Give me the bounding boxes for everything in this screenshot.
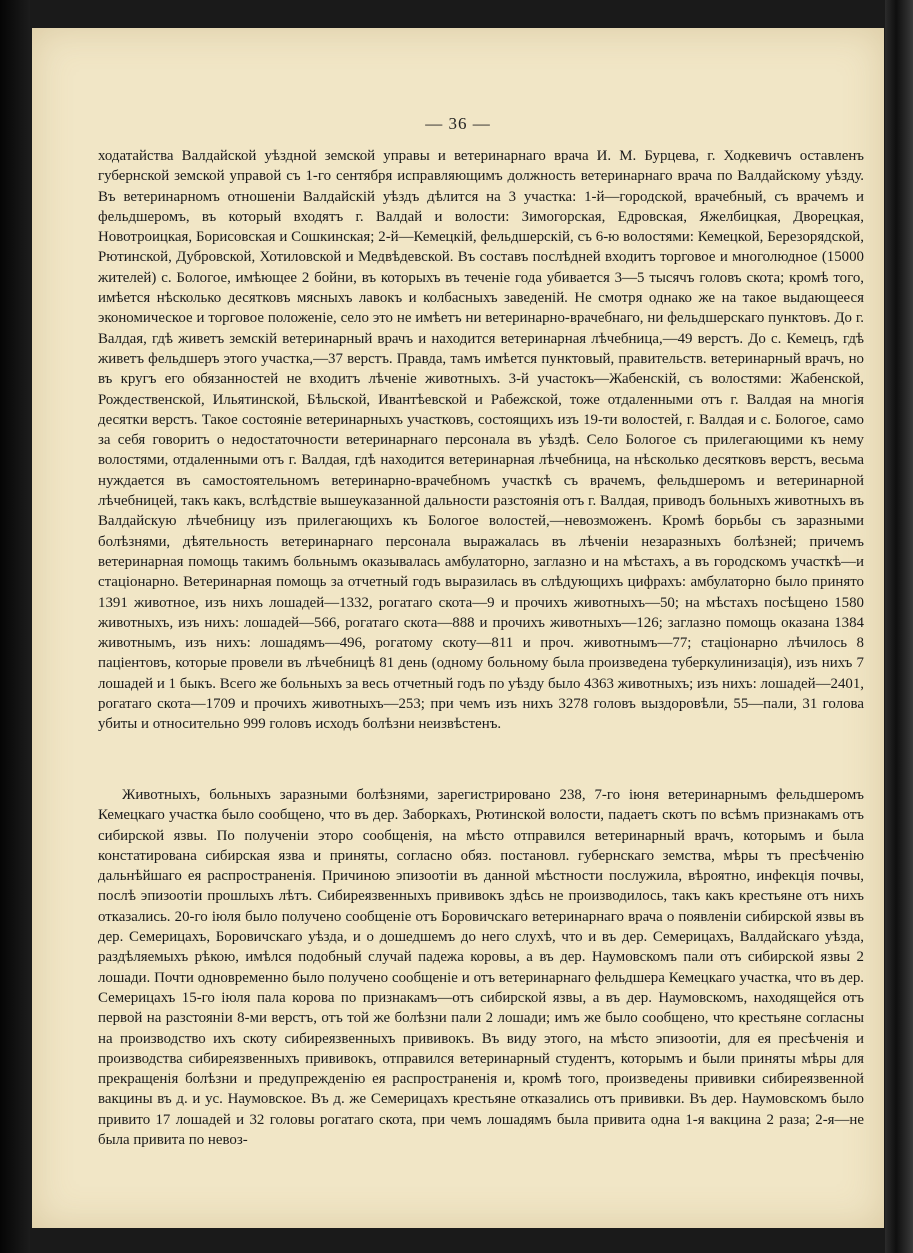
page-number: — 36 — <box>425 114 491 133</box>
body-text-block-2 <box>98 785 864 1150</box>
document-page <box>32 28 884 1228</box>
paragraph-2: Животныхъ, больныхъ заразными болѣзнями, зарегистрировано 238, 7-го іюня ветеринарнымъ фельдшеромъ Кемецкаго участка было сообщено, что въ дер. Заборкахъ, Рютинской волости, падаетъ скотъ по всѣмъ признакамъ отъ сибирской язвы. По полученіи эторо сообщенія, на мѣсто отправился ветеринарный врачъ, которымъ и была констатирована сибирская язва и приняты, согласно обяз. постановл. губернскаго земства, мѣры тъ пресѣченію дальнѣйшаго ея распространенія. Причиною эпизоотіи въ данной мѣстности послужила, вѣроятно, инфекція почвы, послѣ эпизоотіи прошлыхъ лѣтъ. Сибиреязвенныхъ прививокъ здѣсь не производилось, такъ какъ крестьяне отъ нихъ отказались. 20-го іюля было получено сообщеніе отъ Боровичскаго ветеринарнаго врача о появленіи сибирской язвы въ дер. Семерицахъ, Боровичскаго уѣзда, и о дошедшемъ до него слухѣ, что и въ дер. Семерицахъ, Валдайскаго уѣзда, раздѣляемыхъ рѣкою, имѣлся подобный случай падежа коровы, а въ дер. Наумовскомъ пали отъ сибирской язвы 2 лошади. Почти одновременно было получено сообщеніе и отъ ветеринарнаго фельдшера Кемецкаго участка, что въ дер. Семерицахъ 15-го іюля пала корова по признакамъ—отъ сибирской язвы, а въ дер. Наумовскомъ, находящейся отъ первой на разстояніи 8-ми верстъ, отъ той же болѣзни пали 2 лошади; имъ же было сообщено, что крестьяне согласны на производство ихъ скоту сибиреязвенныхъ прививокъ. Въ виду этого, на мѣсто эпизоотіи, для ея пресѣченія и производства сибиреязвенныхъ прививокъ, отправился ветеринарный студентъ, которымъ и были приняты мѣры для прекращенія болѣзни и предупрежденію ея распространенія и, кромѣ того, произведены прививки сибиреязвенной вакцины въ д. и ус. Наумовское. Въ д. же Семерицахъ крестьяне отказались отъ прививки. Въ дер. Наумовскомъ было привито 17 лошадей и 32 головы рогатаго скота, при чемъ лошадямъ была привита одна 1-я вакцина 2 раза; 2-я—не была привита по невоз- <box>98 787 864 1149</box>
paragraph-1: ходатайства Валдайской уѣздной земской управы и ветеринарнаго врача И. М. Бурцева, г. Ходкевичъ оставленъ губернской земской управой съ 1-го сентября исправляющимъ должность ветеринарнаго врача по Валдайскому уѣзду. Въ ветеринарномъ отношеніи Валдайскій уѣздъ дѣлится на 3 участка: 1-й—городской, врачебный, съ врачемъ и фельдшеромъ, въ который входятъ г. Валдай и волости: Зимогорская, Едровская, Яжелбицкая, Дворецкая, Новотроицкая, Борисовская и Сошкинская; 2-й—Кемецкій, фельдшерскій, съ 6-ю волостями: Кемецкой, Березорядской, Рютинской, Дубровской, Хотиловской и Медвѣдевской. Въ составъ послѣдней входитъ торговое и многолюдное (15000 жителей) с. Бологое, имѣющее 2 бойни, въ которыхъ въ теченіе года убивается 3—5 тысячъ головъ скота; кромѣ того, имѣется нѣсколько десятковъ мясныхъ лавокъ и колбасныхъ заведеній. Не смотря однако же на такое выдающееся экономическое и торговое положеніе, село это не имѣетъ ни ветеринарно-врачебнаго, ни фельдшерскаго пунктовъ. До г. Валдая, гдѣ живетъ земскій ветеринарный врачъ и находится ветеринарная лѣчебница,—49 верстъ. До с. Кемецъ, гдѣ живетъ фельдшеръ этого участка,—37 верстъ. Правда, тамъ имѣется пунктовый, правительств. ветеринарный врачъ, но въ кругъ его обязанностей не входитъ лѣченіе животныхъ. 3-й участокъ—Жабенскій, съ волостями: Жабенской, Рождественской, Ильятинской, Бѣльской, Ивантѣевской и Рабежской, тоже отдаленными отъ г. Валдая на многія десятки верстъ. Такое состояніе ветеринарныхъ участковъ, состоящихъ изъ 19-ти волостей, г. Валдая и с. Бологое, само за себя говоритъ о недостаточности ветеринарнаго персонала въ уѣздѣ. Село Бологое съ прилегающими къ нему волостями, отдаленными отъ г. Валдая, гдѣ находится ветеринарная лѣчебница, на нѣсколько десятковъ верстъ, весьма нуждается въ самостоятельномъ ветеринарно-врачебномъ участкѣ съ врачемъ, фельдшеромъ и ветеринарной лѣчебницей, такъ какъ, вслѣдствіе вышеуказанной дальности разстоянія отъ г. Валдая, приводъ больныхъ животныхъ въ Валдайскую лѣчебницу изъ прилегающихъ къ Бологое волостей,—невозможенъ. Кромѣ борьбы съ заразными болѣзнями, дѣятельность ветеринарнаго персонала выражалась въ лѣченіи незаразныхъ болѣзней; причемъ ветеринарная помощь такимъ больнымъ оказывалась амбулаторно, заглазно и на мѣстахъ, а въ городскомъ участкѣ—и стаціонарно. Ветеринарная помощь за отчетный годъ выразилась въ слѣдующихъ цифрахъ: амбулаторно было принято 1391 животное, изъ нихъ лошадей—1332, рогатаго скота—9 и прочихъ животныхъ—50; на мѣстахъ посѣщено 1580 животныхъ, изъ нихъ: лошадей—566, рогатаго скота—888 и прочихъ животныхъ—126; заглазно помощь оказана 1384 животнымъ, изъ нихъ: лошадямъ—496, рогатому скоту—811 и проч. животнымъ—77; стаціонарно лѣчилось 8 паціентовъ, которые провели въ лѣчебницѣ 81 день (одному больному была произведена туберкулинизація), изъ нихъ 7 лошадей и 1 быкъ. Всего же больныхъ за весь отчетный годъ по уѣзду было 4363 животныхъ; изъ нихъ: лошадей—2401, рогатаго скота—1709 и прочихъ животныхъ—253; при чемъ изъ нихъ 3278 головъ выздоровѣли, 55—пали, 31 голова убиты и относительно 999 головъ исходъ болѣзни неизвѣстенъ. <box>98 148 864 733</box>
scan-border-left <box>0 0 30 1253</box>
scan-border-right <box>885 0 913 1253</box>
body-text-block-1 <box>98 146 864 735</box>
